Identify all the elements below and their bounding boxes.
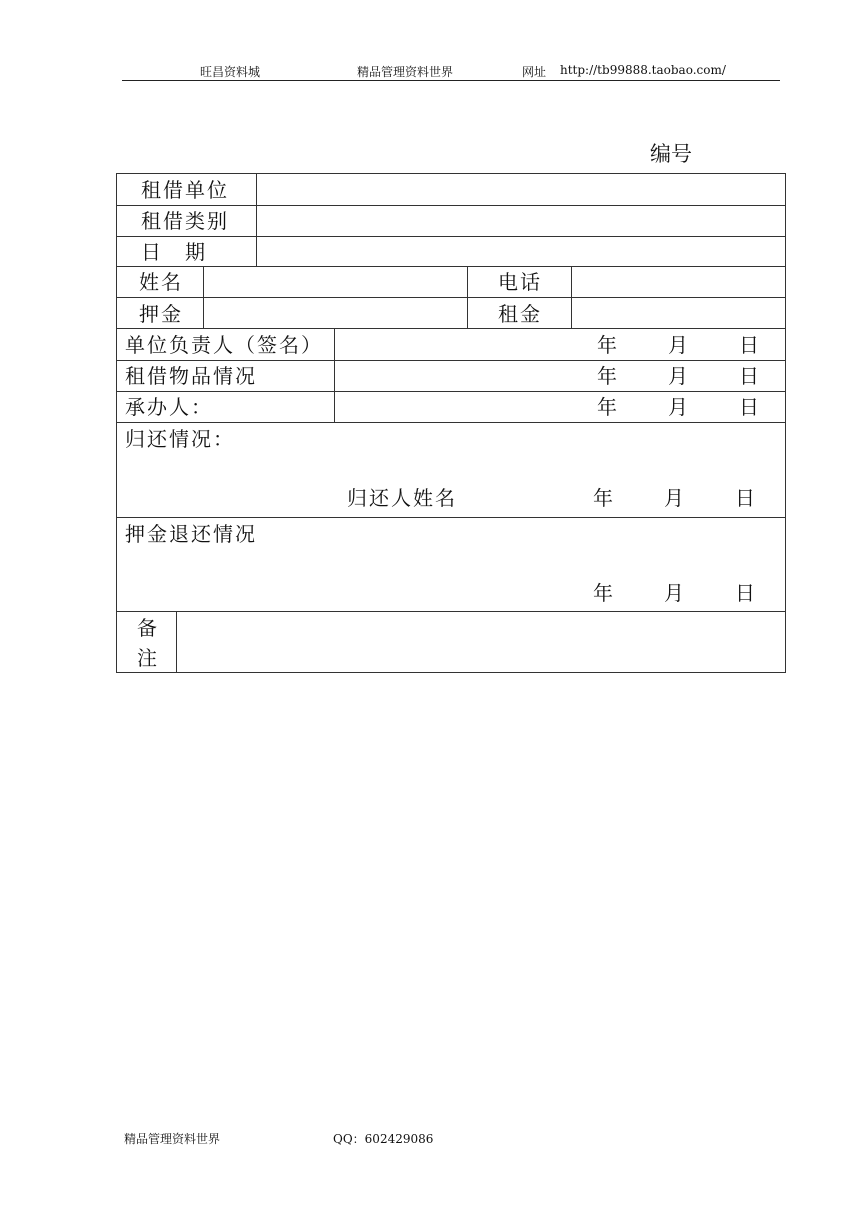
unit-leader-label: 单位负责人（签名） [125, 333, 323, 357]
date-field[interactable] [256, 237, 785, 266]
refund-day: 日 [735, 581, 755, 605]
rent-label: 租金 [498, 302, 542, 326]
return-status-label: 归还情况： [125, 427, 235, 451]
handler-field[interactable] [334, 392, 785, 422]
row-deposit-refund[interactable] [117, 518, 785, 612]
name-field[interactable] [203, 267, 467, 297]
header-rule [122, 80, 780, 81]
header-url[interactable]: http://tb99888.taobao.com/ [560, 63, 726, 77]
header-shop-name: 旺昌资料城 [200, 65, 261, 79]
footer-world-name: 精品管理资料世界 [124, 1132, 221, 1146]
row-rental-unit [117, 174, 785, 206]
header-world-name: 精品管理资料世界 [357, 65, 454, 79]
unit-leader-field[interactable] [334, 329, 785, 360]
unit-leader-day: 日 [739, 333, 759, 357]
row-rental-category [117, 206, 785, 237]
rental-category-field[interactable] [256, 206, 785, 236]
rented-items-label: 租借物品情况 [125, 364, 257, 388]
refund-month: 月 [664, 581, 684, 605]
remarks-field[interactable] [176, 612, 785, 672]
unit-leader-year: 年 [597, 333, 617, 357]
row-return-status[interactable] [117, 423, 785, 518]
unit-leader-month: 月 [668, 333, 688, 357]
return-day: 日 [735, 486, 755, 510]
remarks-label-top: 备 [137, 616, 157, 640]
row-unit-leader [117, 329, 785, 361]
row-name-phone [117, 267, 785, 298]
name-label: 姓名 [139, 270, 183, 294]
row-deposit-rent [117, 298, 785, 329]
header-url-label: 网址 [522, 65, 547, 79]
row-handler [117, 392, 785, 423]
return-month: 月 [664, 486, 684, 510]
row-rented-items [117, 361, 785, 392]
rental-unit-label: 租借单位 [141, 178, 229, 202]
row-date [117, 237, 785, 267]
remarks-label-bottom: 注 [137, 646, 157, 670]
refund-year: 年 [593, 581, 613, 605]
serial-number-label: 编号 [650, 142, 692, 166]
rented-items-field[interactable] [334, 361, 785, 391]
rented-items-day: 日 [739, 364, 759, 388]
rent-label-cell [467, 298, 571, 328]
phone-label-cell [467, 267, 571, 297]
footer-qq: QQ：602429086 [333, 1132, 434, 1146]
rental-unit-field[interactable] [256, 174, 785, 205]
return-year: 年 [593, 486, 613, 510]
date-label: 日 期 [141, 240, 207, 264]
deposit-refund-label: 押金退还情况 [125, 522, 257, 546]
returner-name-label: 归还人姓名 [347, 486, 457, 510]
handler-day: 日 [739, 395, 759, 419]
handler-month: 月 [668, 395, 688, 419]
rental-form-table [116, 173, 786, 673]
handler-year: 年 [597, 395, 617, 419]
deposit-label: 押金 [139, 302, 183, 326]
rental-category-label: 租借类别 [141, 209, 229, 233]
rented-items-year: 年 [597, 364, 617, 388]
rent-field[interactable] [571, 298, 785, 328]
deposit-field[interactable] [203, 298, 467, 328]
handler-label: 承办人： [125, 395, 213, 419]
phone-field[interactable] [571, 267, 785, 297]
rented-items-month: 月 [668, 364, 688, 388]
row-remarks [117, 612, 785, 672]
phone-label: 电话 [498, 270, 542, 294]
